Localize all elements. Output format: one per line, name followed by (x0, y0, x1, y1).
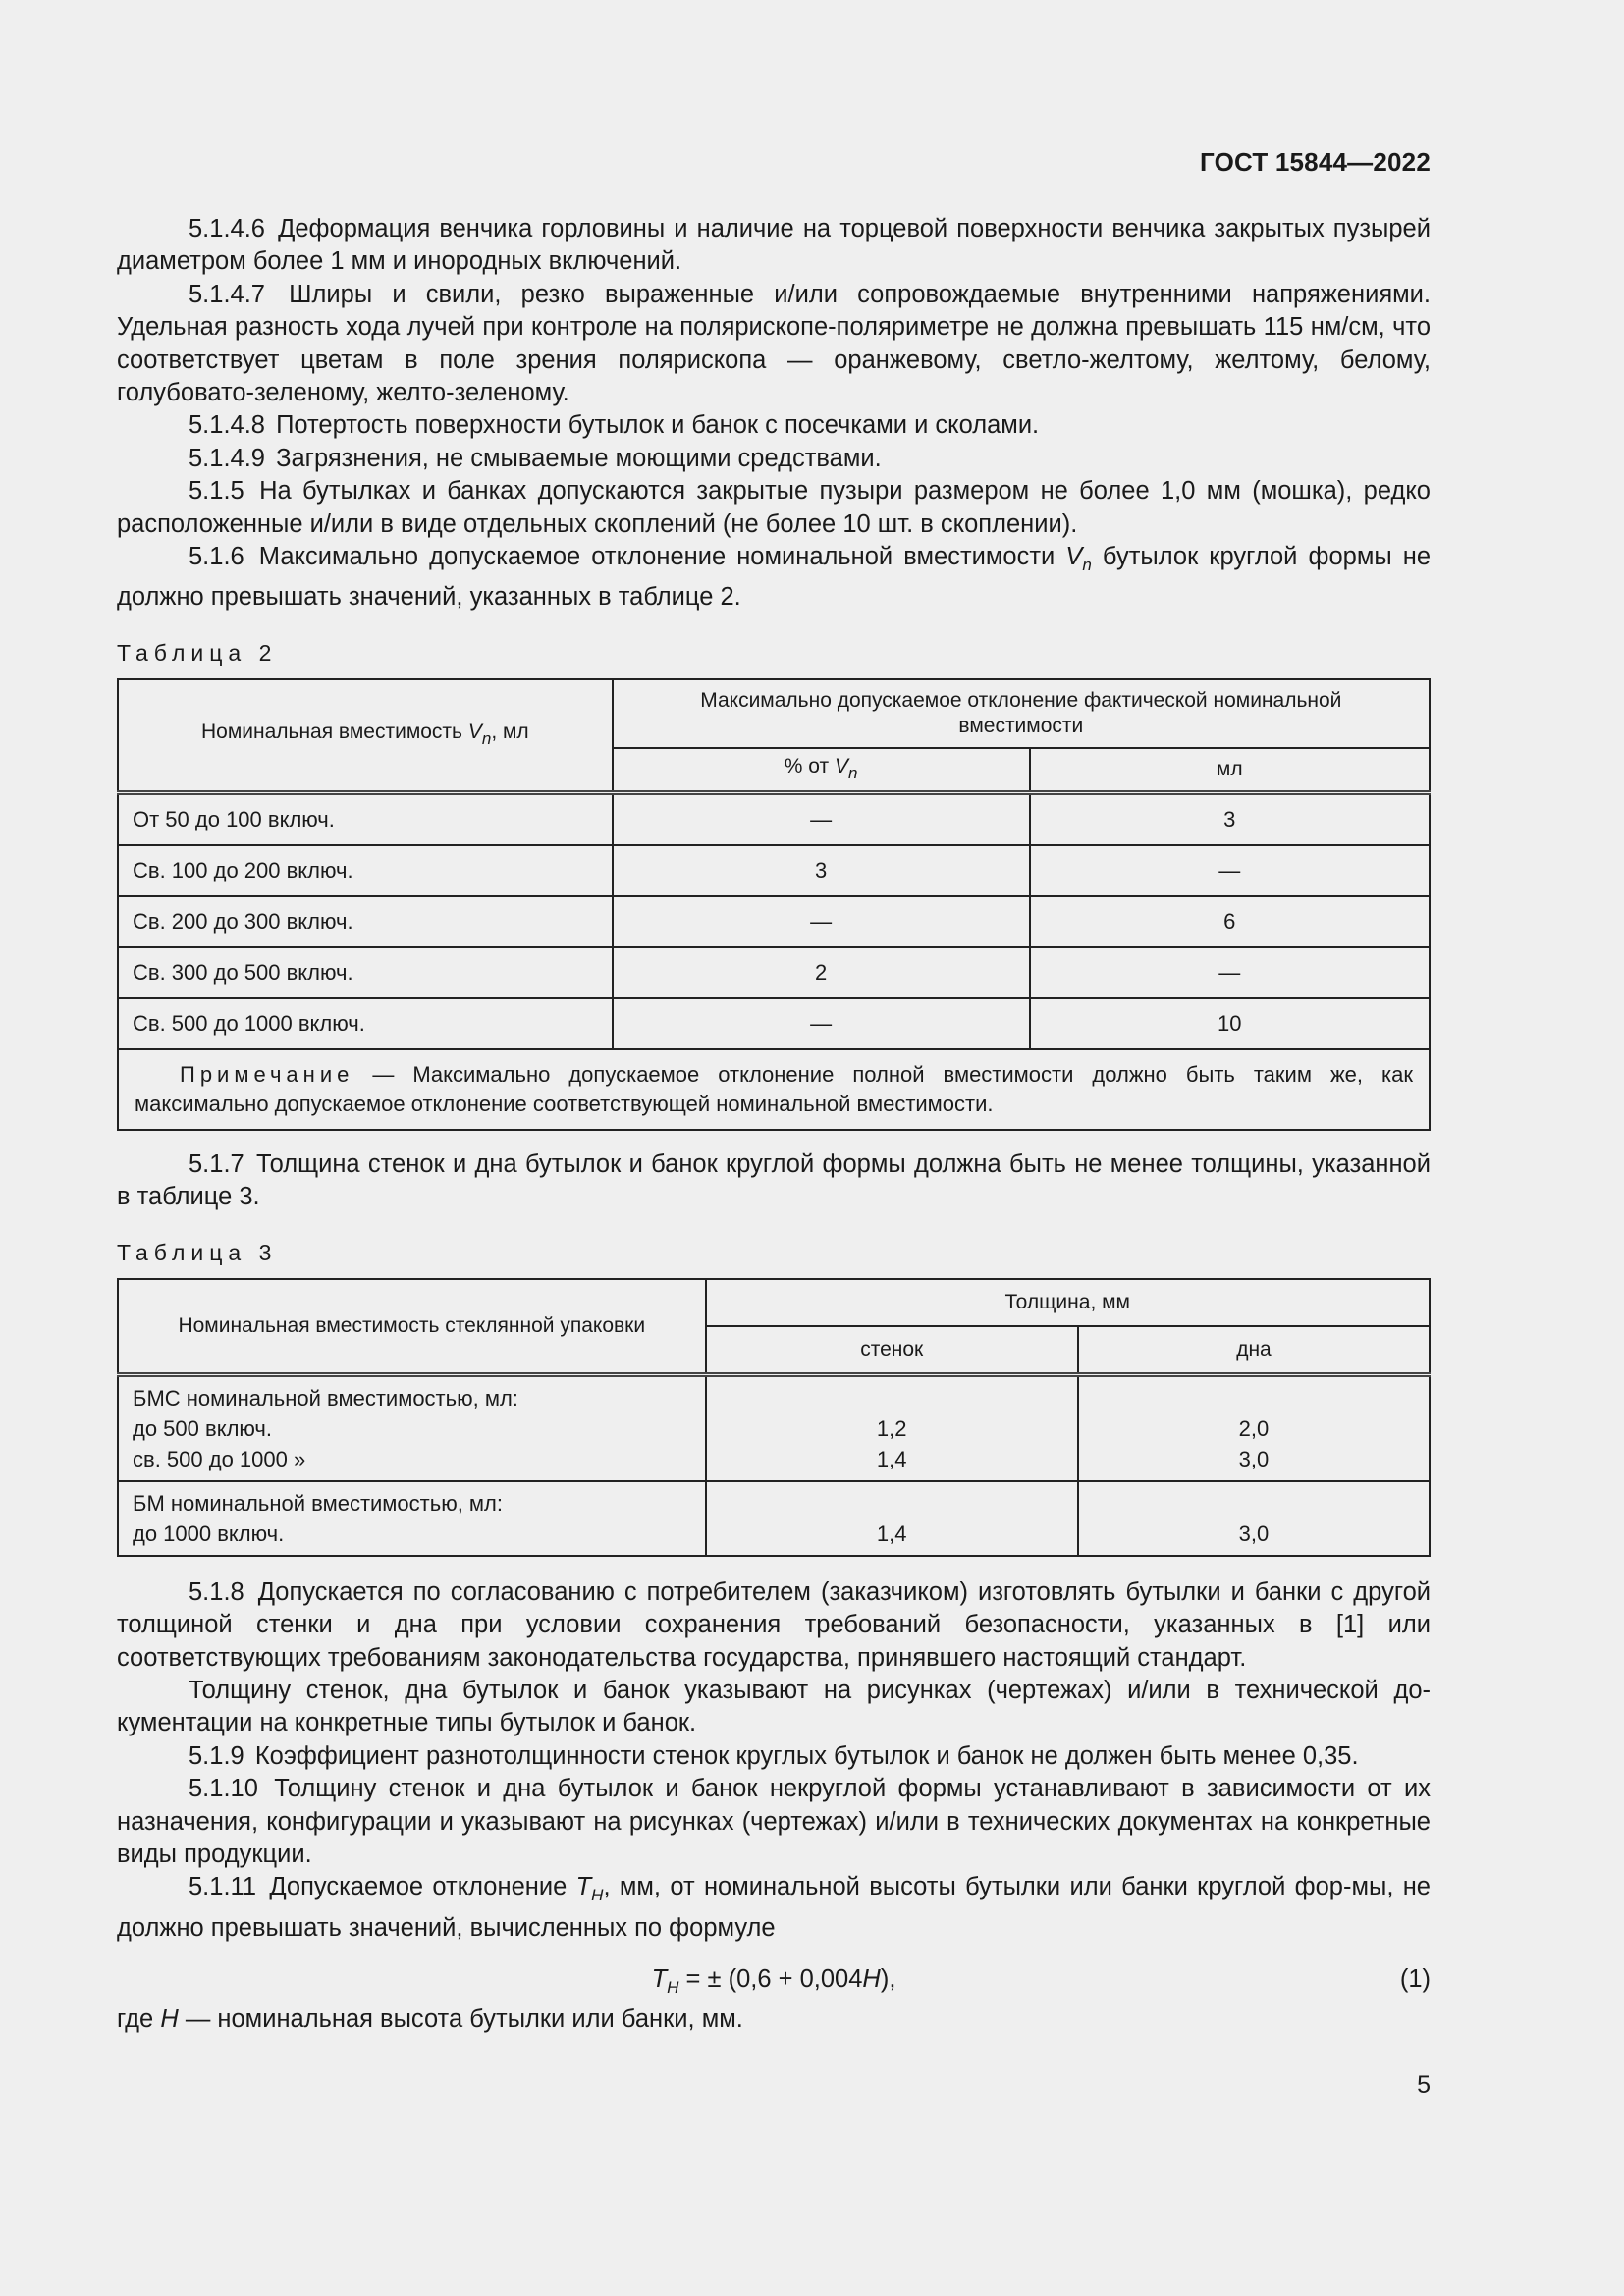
table2-header-capacity: Номинальная вместимость $V_n$, мл (118, 679, 613, 793)
paragraph: 5.1.4.7 Шлиры и свили, резко выраженные и/или сопровождаемые внутренними напряжениями. Удельная разность хода лучей при контроле на полярископе-поляриметре не должна превышать 115 нм/см, что соответствует цветам в поле зрения полярископа — оранжевому, светло-желтому, желтому, белому, голубовато-зеленому, желто-зеленому. (117, 280, 1431, 407)
bottom-paragraphs (117, 1576, 1431, 1945)
table2-caption: Таблица 2 (117, 639, 278, 666)
paragraph-5-1-11: 5.1.11 Допускаемое отклонение $T_H$, мм, от номинальной высоты бутылки или банки круглой фор-мы, не должно превышать значений, вычисленных по формуле (117, 1873, 1431, 1942)
formula-where: где H — номинальная высота бутылки или банки, мм. (117, 2005, 743, 2034)
document-code: ГОСТ 15844—2022 (1200, 147, 1431, 177)
table-row: БМС номинальной вместимостью, мл: до 500 включ. св. 500 до 1000 » 1,2 1,4 2,0 3,0 (118, 1374, 1430, 1481)
table-2 (117, 678, 1431, 1131)
table-row: Св. 300 до 500 включ. 2 — (118, 947, 1430, 998)
table3-header-wall: стенок (706, 1326, 1078, 1375)
table2-header-deviation: Максимально допускаемое отклонение фактической номинальной вместимости (613, 679, 1430, 748)
paragraph: 5.1.4.6 Деформация венчика горловины и наличие на торцевой поверхности венчика закрытых пузырей диаметром более 1 мм и инородных включений. (117, 215, 1431, 276)
table2-header-ml: мл (1030, 748, 1430, 793)
paragraph: 5.1.9 Коэффициент разнотолщинности стенок круглых бутылок и банок не должен быть менее 0,35. (189, 1741, 1359, 1770)
paragraph-5-1-7: 5.1.7 Толщина стенок и дна бутылок и банок круглой формы должна быть не менее толщины, указанной в таблице 3. (117, 1149, 1431, 1211)
table-3 (117, 1278, 1431, 1557)
formula-1 (117, 1954, 1431, 2003)
table-row: Св. 100 до 200 включ. 3 — (118, 845, 1430, 896)
paragraph: 5.1.4.8 Потертость поверхности бутылок и банок с посечками и сколами. (189, 411, 1040, 440)
paragraph: 5.1.4.9 Загрязнения, не смываемые моющими средствами. (189, 444, 882, 472)
paragraph-5-1-6: 5.1.6 Максимально допускаемое отклонение номинальной вместимости $V_n$ бутылок круглой формы не должно превышать значений, указанных в таблице 2. (117, 543, 1432, 612)
table2-note: Примечание — Максимально допускаемое отклонение полной вместимости должно быть таким же, как максимально допускаемое отклонение соответствующей номинальной вместимости. (118, 1049, 1430, 1130)
page-number: 5 (1417, 2071, 1431, 2099)
paragraph: Толщину стенок, дна бутылок и банок указывают на рисунках (чертежах) и/или в технической до-кументации на конкретные типы бутылок и банок. (117, 1676, 1431, 1737)
paragraph: 5.1.5 На бутылках и банках допускаются закрытые пузыри размером не более 1,0 мм (мошка), редко расположенные и/или в виде отдельных скоплений (не более 10 шт. в скоплении). (117, 477, 1431, 538)
table-row: Св. 200 до 300 включ. — 6 (118, 896, 1430, 947)
table-row: От 50 до 100 включ. — 3 (118, 792, 1430, 845)
table3-caption: Таблица 3 (117, 1239, 278, 1265)
paragraph: 5.1.8 Допускается по согласованию с потребителем (заказчиком) изготовлять бутылки и банки с другой толщиной стенки и дна при условии сохранения требований безопасности, указанных в [1] или соответствующих требованиям законодательства государства, принявшего настоящий стандарт. (117, 1577, 1431, 1672)
formula-expression: $T_H$ = ± (0,6 + 0,004H), (651, 1965, 896, 1998)
table3-header-thickness: Толщина, мм (706, 1279, 1430, 1326)
paragraph: 5.1.10 Толщину стенок и дна бутылок и банок некруглой формы устанавливают в зависимости от их назначения, конфигурации и указывают на рисунках (чертежах) и/или в технических документах на конкретные виды продукции. (117, 1775, 1431, 1868)
table-row: БМ номинальной вместимостью, мл: до 1000 включ. 1,4 3,0 (118, 1481, 1430, 1556)
table2-note-row (118, 1049, 1430, 1130)
top-paragraphs (117, 213, 1431, 614)
table2-header-percent: % от $V_n$ (613, 748, 1030, 793)
table3-header-bottom: дна (1078, 1326, 1430, 1375)
formula-number: (1) (1399, 1965, 1431, 1994)
table3-header-capacity: Номинальная вместимость стеклянной упаковки (118, 1279, 706, 1375)
table-row: Св. 500 до 1000 включ. — 10 (118, 998, 1430, 1049)
